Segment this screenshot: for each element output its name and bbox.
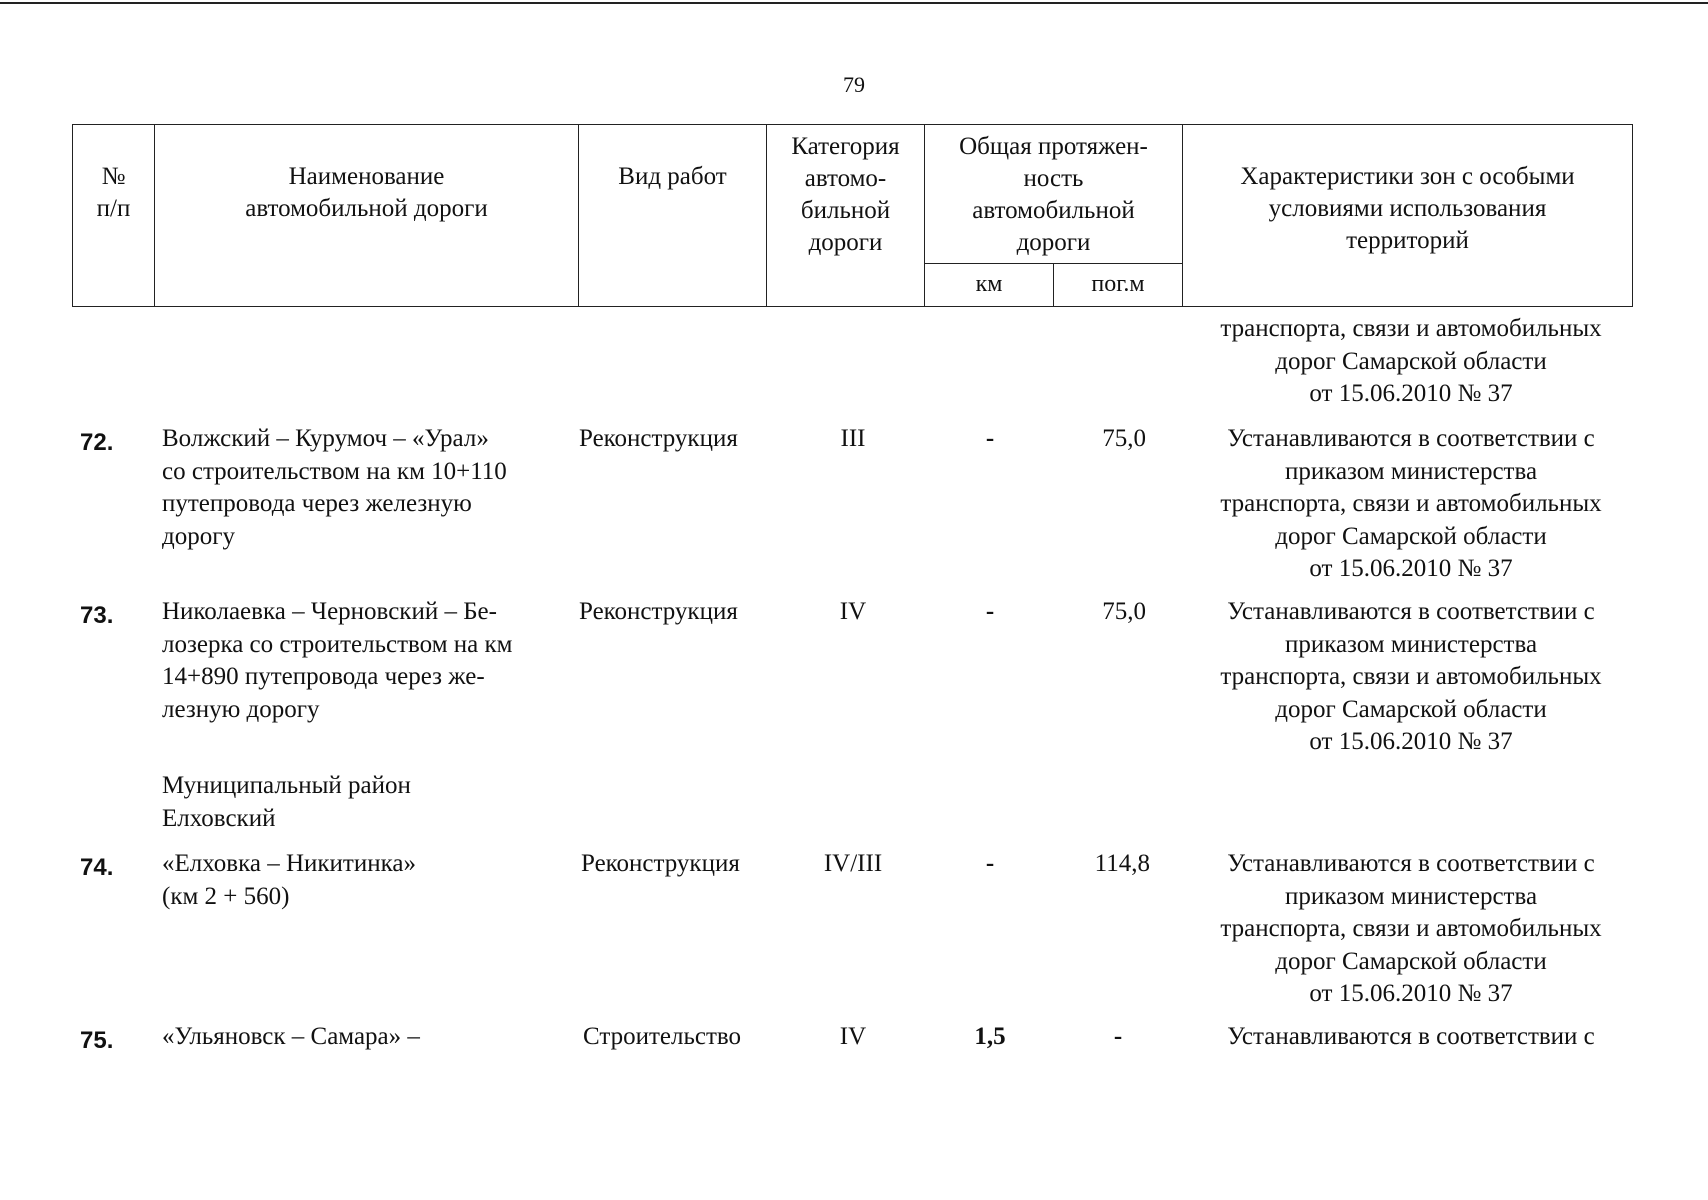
work-type: Строительство <box>583 1023 742 1050</box>
zone-characteristics: Устанавливаются в соответствии с <box>1227 1023 1595 1050</box>
header-category: Категория автомо- бильной дороги <box>767 125 925 307</box>
road-name: Николаевка – Черновский – Бе- лозерка со строительством на км 14+890 путепровода через же- лезную дорогу <box>162 598 513 723</box>
road-category: III <box>840 425 866 452</box>
district-heading: Муниципальный район Елховский <box>162 772 411 832</box>
zone-characteristics: Устанавливаются в соответствии с приказом министерства транспорта, связи и автомобильных дорог Самарской области от 15.06.2010 № 37 <box>1220 598 1602 755</box>
row-number: 73. <box>80 602 114 629</box>
road-category: IV <box>839 1023 867 1050</box>
length-pogm: 114,8 <box>1094 850 1150 877</box>
length-km: - <box>985 598 995 625</box>
row-number: 74. <box>80 854 114 881</box>
length-pogm: - <box>1113 1023 1123 1050</box>
header-total-length: Общая протяжен- ность автомобильной дороги <box>925 125 1183 264</box>
continuation-text: транспорта, связи и автомобильных дорог Самарской области от 15.06.2010 № 37 <box>1220 315 1602 407</box>
table-header <box>72 124 1633 307</box>
header-zone-characteristics: Характеристики зон с особыми условиями использования территорий <box>1183 125 1633 307</box>
road-name: «Ульяновск – Самара» – <box>162 1023 420 1050</box>
road-category: IV <box>839 598 867 625</box>
road-name: «Елховка – Никитинка» (км 2 + 560) <box>162 850 416 910</box>
zone-characteristics: Устанавливаются в соответствии с приказом министерства транспорта, связи и автомобильных дорог Самарской области от 15.06.2010 № 37 <box>1220 850 1602 1007</box>
work-type: Реконструкция <box>579 598 738 625</box>
row-number: 72. <box>80 429 114 456</box>
header-work-type: Вид работ <box>579 125 767 307</box>
work-type: Реконструкция <box>579 425 738 452</box>
header-km: км <box>925 264 1054 307</box>
header-pogm: пог.м <box>1054 264 1183 307</box>
header-num: № п/п <box>73 125 155 307</box>
length-pogm: 75,0 <box>1102 425 1146 452</box>
length-km: - <box>985 850 995 877</box>
work-type: Реконструкция <box>581 850 740 877</box>
length-km: - <box>985 425 995 452</box>
row-number: 75. <box>80 1027 114 1054</box>
top-rule <box>0 2 1708 4</box>
road-category: IV/III <box>823 850 883 877</box>
road-name: Волжский – Курумоч – «Урал» со строительством на км 10+110 путепровода через железную дорогу <box>162 425 507 550</box>
length-km: 1,5 <box>974 1023 1006 1050</box>
length-pogm: 75,0 <box>1102 598 1146 625</box>
zone-characteristics: Устанавливаются в соответствии с приказом министерства транспорта, связи и автомобильных дорог Самарской области от 15.06.2010 № 37 <box>1220 425 1602 582</box>
header-road-name: Наименование автомобильной дороги <box>155 125 579 307</box>
page-number: 79 <box>843 72 865 97</box>
